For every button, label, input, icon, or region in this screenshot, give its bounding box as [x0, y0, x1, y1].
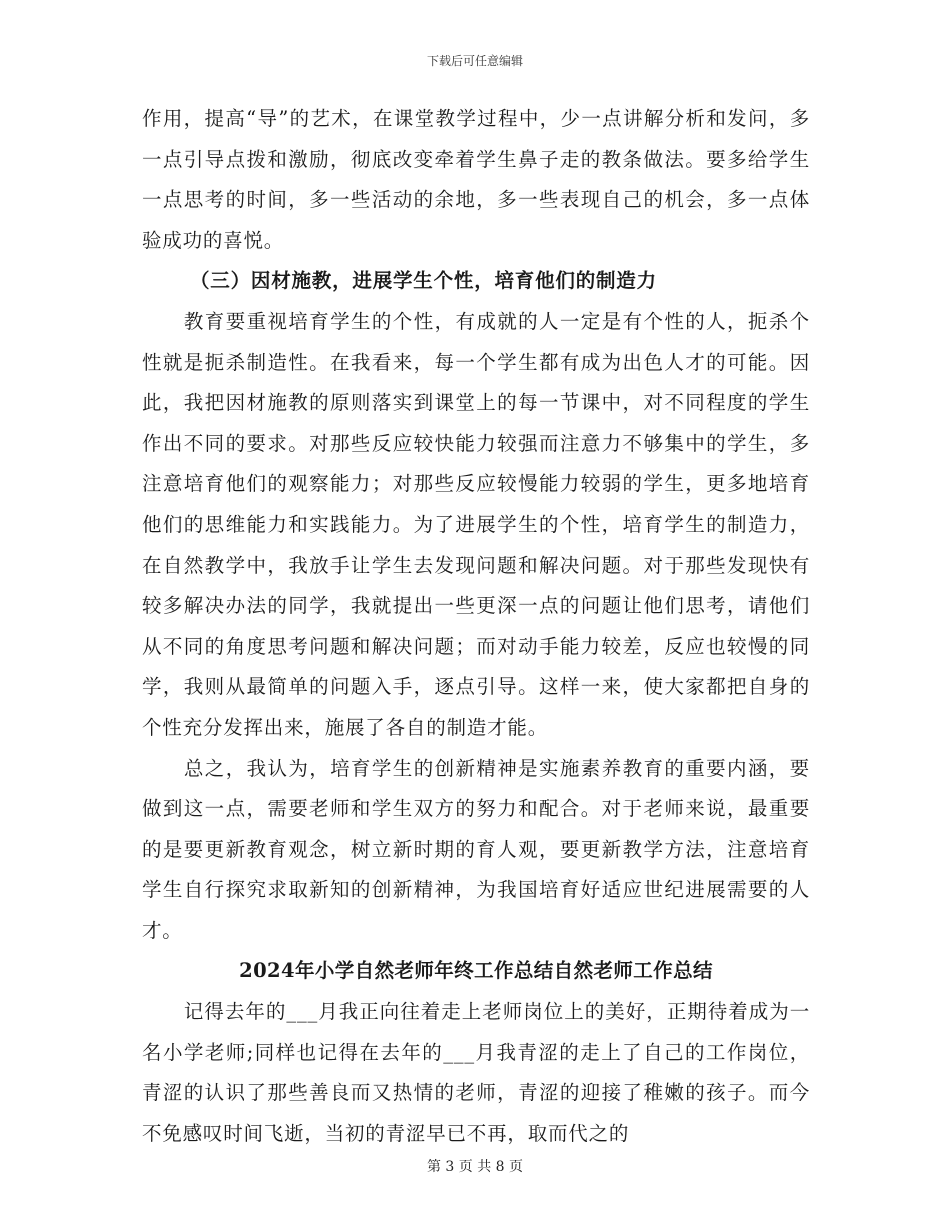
document-title: 2024年小学自然老师年终工作总结自然老师工作总结	[239, 959, 713, 983]
paragraph-individuality: 教育要重视培育学生的个性，有成就的人一定是有个性的人，扼杀个性就是扼杀制造性。在我看来，每一个学生都有成为出色人才的可能。因此，我把因材施教的原则落实到课堂上的每一节课中，对不同程度的学生作出不同的要求。对那些反应较快能力较强而注意力不够集中的学生，多注意培育他们的观察能力；对那些反应较慢能力较弱的学生，更多地培育他们的思维能力和实践能力。为了进展学生的个性，培育学生的制造力，在自然教学中，我放手让学生去发现问题和解决问题。对于那些发现快有较多解决办法的同学，我就提出一些更深一点的问题让他们思考，请他们从不同的角度思考问题和解决问题；而对动手能力较差，反应也较慢的同学，我则从最简单的问题入手，逐点引导。这样一来，使大家都把自身的个性充分发挥出来，施展了各自的制造才能。	[142, 309, 810, 739]
paragraph-continuation: 作用，提高“导”的艺术，在课堂教学过程中，少一点讲解分析和发问，多一点引导点拨和激励，彻底改变牵着学生鼻子走的教条做法。要多给学生一点思考的时间，多一些活动的余地，多一些表现自己的机会，多一点体验成功的喜悦。	[142, 107, 810, 252]
document-body	[142, 99, 810, 1154]
paragraph-summary-intro: 记得去年的___月我正向往着走上老师岗位上的美好，正期待着成为一名小学老师;同样也记得在去年的___月我青涩的走上了自己的工作岗位，青涩的认识了那些善良而又热情的老师，青涩的迎接了稚嫩的孩子。而今不免感叹时间飞逝，当初的青涩早已不再，取而代之的	[142, 1000, 810, 1145]
paragraph-conclusion: 总之，我认为，培育学生的创新精神是实施素养教育的重要内涵，要做到这一点，需要老师和学生双方的努力和配合。对于老师来说，最重要的是要更新教育观念，树立新时期的育人观，要更新教学方法，注意培育学生自行探究求取新知的创新精神，为我国培育好适应世纪进展需要的人才。	[142, 756, 810, 942]
page-footer: 第 3 页 共 8 页	[426, 1159, 524, 1175]
section-heading: （三）因材施教，进展学生个性，培育他们的制造力	[190, 269, 657, 293]
page-header: 下载后可任意编辑	[426, 54, 523, 68]
